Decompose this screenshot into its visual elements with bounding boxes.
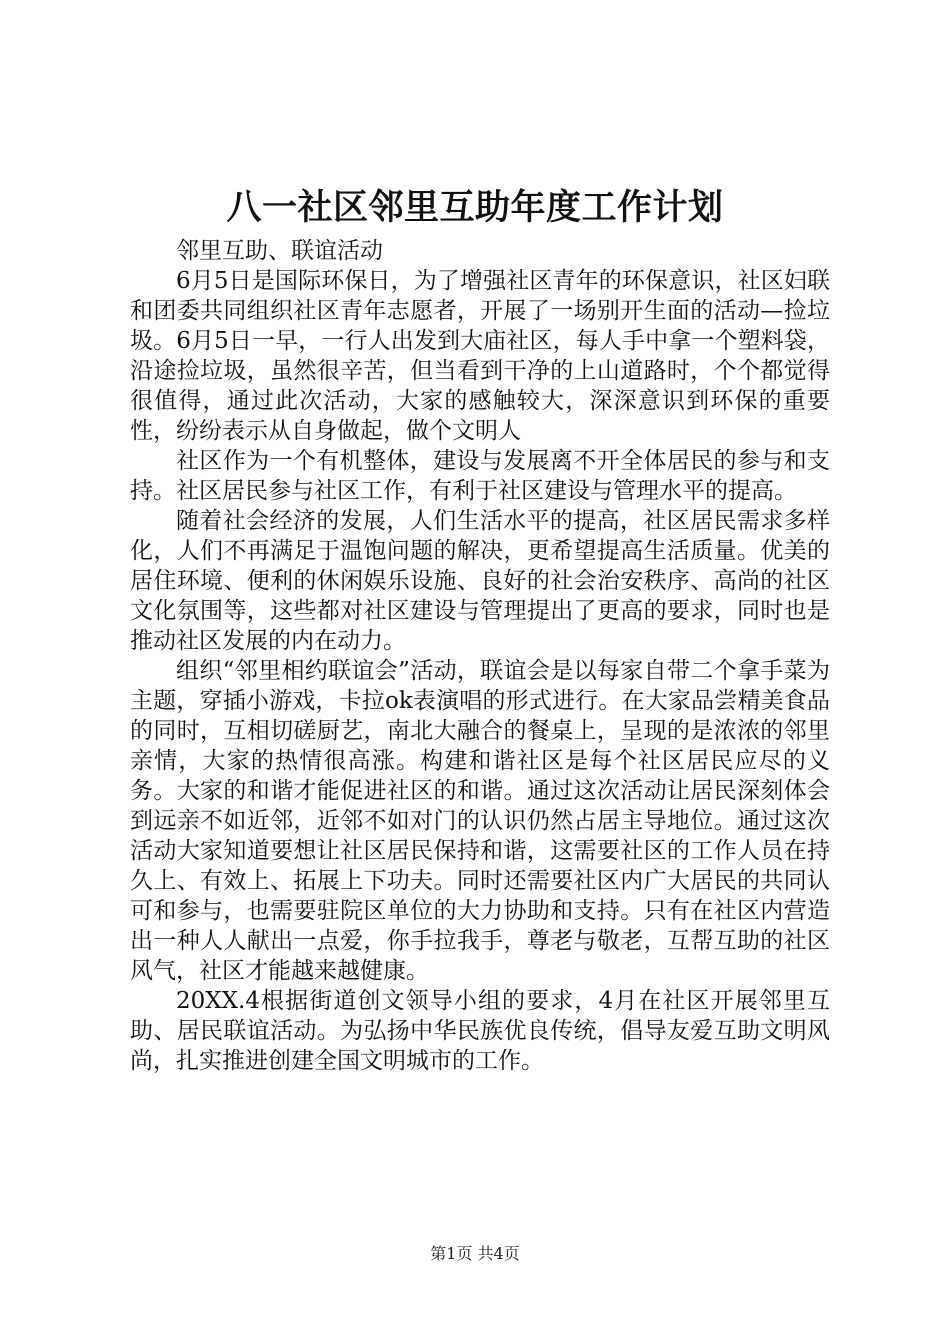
paragraph-community-participation: 社区作为一个有机整体，建设与发展离不开全体居民的参与和支持。社区居民参与社区工作，有利于社区建设与管理水平的提高。 [130, 448, 830, 504]
page-number-footer: 第1页 共4页 [430, 1244, 520, 1263]
paragraph-april-activity: 20XX.4根据街道创文领导小组的要求，4月在社区开展邻里互助、居民联谊活动。为弘扬中华民族优良传统，倡导友爱互助文明风尚，扎实推进创建全国文明城市的工作。 [130, 988, 830, 1074]
paragraph-neighbor-party: 组织“邻里相约联谊会”活动，联谊会是以每家自带二个拿手菜为主题，穿插小游戏，卡拉ok表演唱的形式进行。在大家品尝精美食品的同时，互相切磋厨艺，南北大融合的餐桌上，呈现的是浓浓的邻里亲情，大家的热情很高涨。构建和谐社区是每个社区居民应尽的义务。大家的和谐才能促进社区的和谐。通过这次活动让居民深刻体会到远亲不如近邻，近邻不如对门的认识仍然占居主导地位。通过这次活动大家知道要想让社区居民保持和谐，这需要社区的工作人员在持久上、有效上、拓展上下功夫。同时还需要社区内广大居民的共同认可和参与，也需要驻院区单位的大力协助和支持。只有在社区内营造出一种人人献出一点爱，你手拉我手，尊老与敬老，互帮互助的社区风气，社区才能越来越健康。 [130, 658, 830, 984]
section-subheading: 邻里互助、联谊活动 [176, 238, 383, 264]
document-title: 八一社区邻里互助年度工作计划 [226, 187, 724, 228]
document-body [130, 236, 830, 1076]
paragraph-social-development: 随着社会经济的发展，人们生活水平的提高，社区居民需求多样化，人们不再满足于温饱问题的解决，更希望提高生活质量。优美的居住环境、便利的休闲娱乐设施、良好的社会治安秩序、高尚的社区文化氛围等，这些都对社区建设与管理提出了更高的要求，同时也是推动社区发展的内在动力。 [130, 508, 830, 654]
paragraph-environment-day: 6月5日是国际环保日，为了增强社区青年的环保意识，社区妇联和团委共同组织社区青年志愿者，开展了一场别开生面的活动—捡垃圾。6月5日一早，一行人出发到大庙社区，每人手中拿一个塑料袋，沿途捡垃圾，虽然很辛苦，但当看到干净的上山道路时，个个都觉得很值得，通过此次活动，大家的感触较大，深深意识到环保的重要性，纷纷表示从自身做起，做个文明人 [130, 268, 830, 444]
